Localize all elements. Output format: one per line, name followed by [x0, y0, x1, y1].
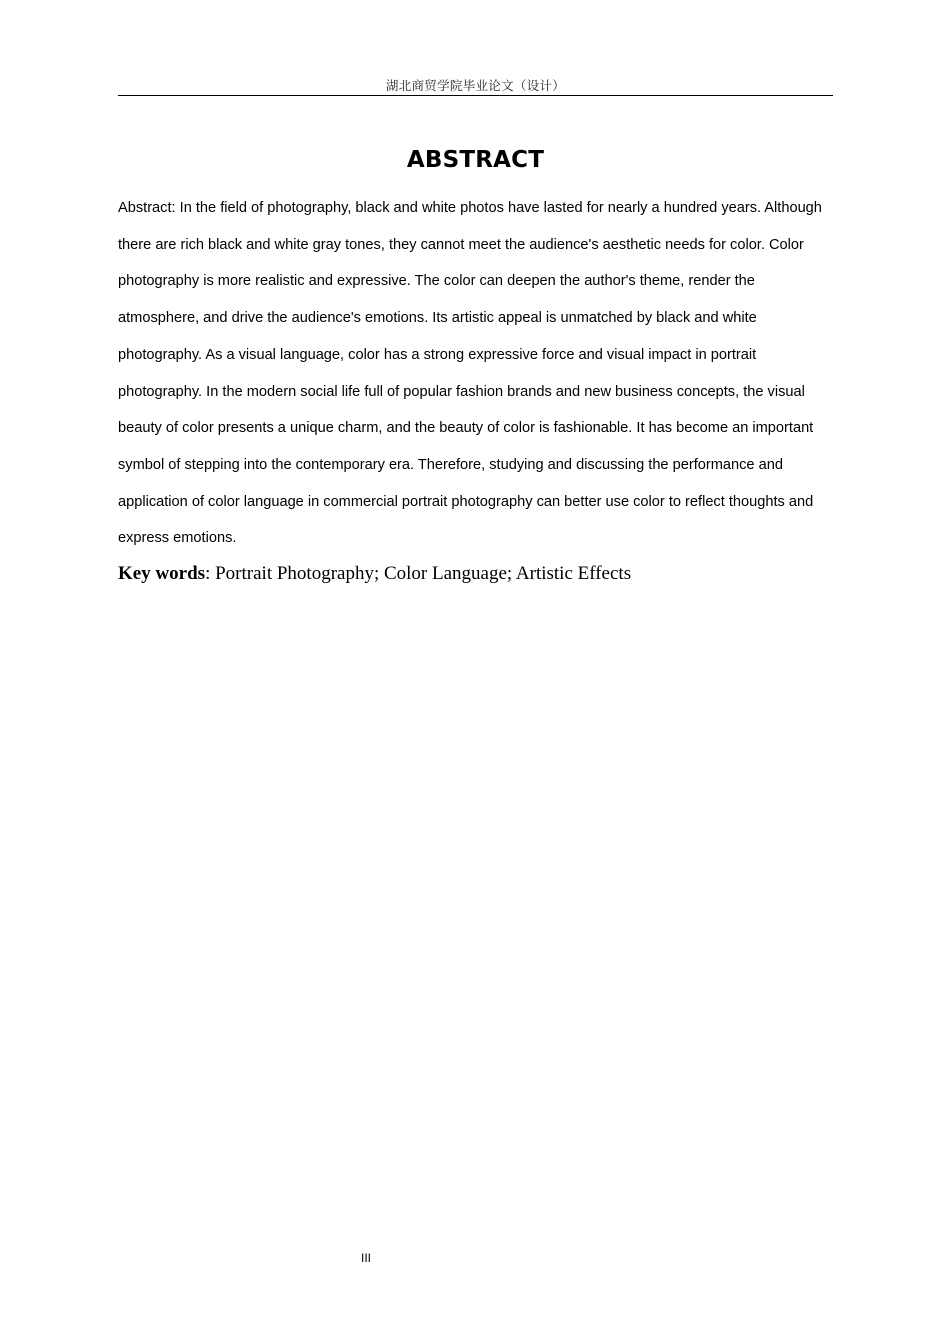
page-number: III	[360, 1251, 371, 1265]
keywords-separator: :	[205, 563, 216, 584]
abstract-paragraph: Abstract: In the field of photography, black and white photos have lasted for nearly a hundred years. Although there are rich black and white gray tones, they cannot meet the audience's aesthetic needs for color. Color photography is more realistic and expressive. The color can deepen the author's theme, render the atmosphere, and drive the audience's emotions. Its artistic appeal is unmatched by black and white photography. As a visual language, color has a strong expressive force and visual impact in portrait photography. In the modern social life full of popular fashion brands and new business concepts, the visual beauty of color presents a unique charm, and the beauty of color is fashionable. It has become an important symbol of stepping into the contemporary era. Therefore, studying and discussing the performance and application of color language in commercial portrait photography can better use color to reflect thoughts and express emotions.	[118, 200, 822, 547]
abstract-title: ABSTRACT	[406, 147, 545, 173]
keywords-text: Portrait Photography; Color Language; Artistic Effects	[215, 563, 632, 584]
keywords-line	[118, 559, 833, 589]
page-header	[118, 78, 833, 96]
header-title: 湖北商贸学院毕业论文（设计）	[385, 78, 566, 93]
keywords-label: Key words	[118, 563, 206, 584]
